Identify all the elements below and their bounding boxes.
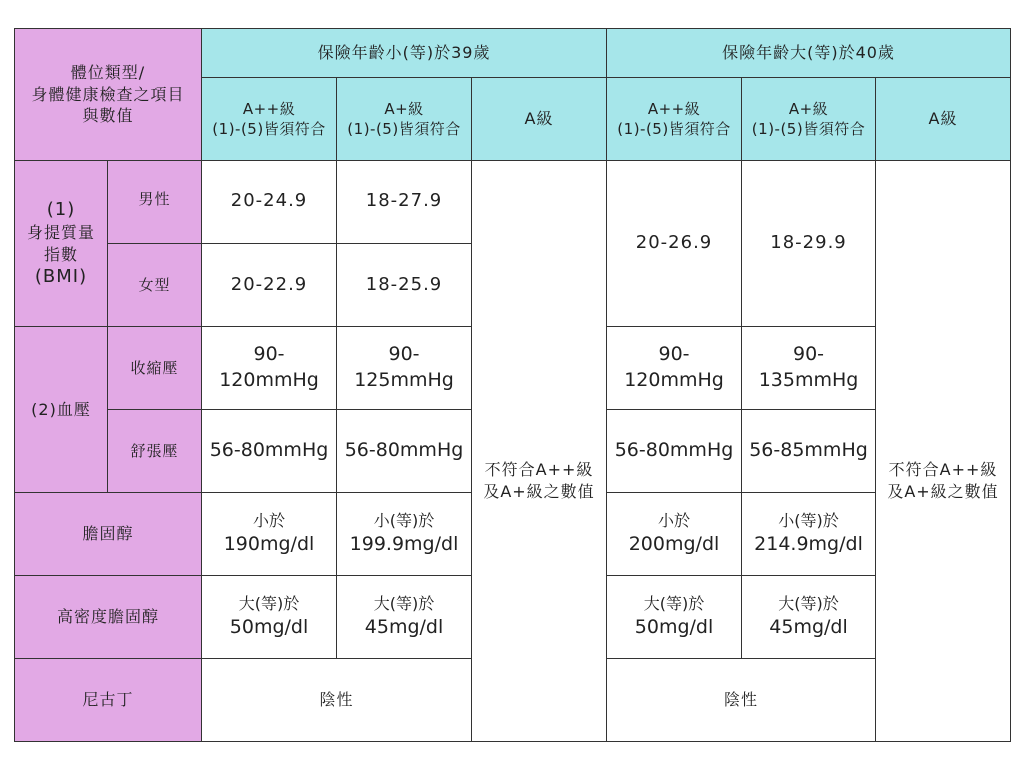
value-line: 50mg/dl — [634, 615, 714, 638]
bmi-label-line: 身提質量 — [26, 222, 95, 242]
value-line: 90- — [658, 343, 690, 366]
value-line: 大(等)於 — [373, 594, 435, 614]
bp-dia-ap-over: 56-85mmHg — [742, 410, 876, 493]
value-line: 90- — [388, 343, 420, 366]
value-line: 90- — [253, 343, 285, 366]
value-line: 125mmHg — [354, 369, 454, 391]
nicotine-over: 陰性 — [607, 659, 876, 742]
bmi-female-app-under: 20-22.9 — [202, 244, 337, 327]
hdl-label: 高密度膽固醇 — [15, 576, 202, 659]
chol-ap-over — [742, 493, 876, 576]
value-line: 199.9mg/dl — [349, 532, 459, 555]
bp-dia-app-under: 56-80mmHg — [202, 410, 337, 493]
value-line: 45mg/dl — [364, 615, 444, 638]
value-line: 120mmHg — [219, 369, 319, 391]
value-line: 45mg/dl — [769, 615, 848, 638]
chol-app-under — [202, 493, 337, 576]
col-header-a-over: A級 — [876, 78, 1011, 161]
chol-app-over — [607, 493, 742, 576]
value-line: 135mmHg — [758, 369, 859, 391]
chol-ap-under — [337, 493, 472, 576]
hdl-ap-over — [742, 576, 876, 659]
bmi-ap-over: 18-29.9 — [742, 161, 876, 327]
grade-rule: (1)-(5)皆須符合 — [212, 120, 326, 138]
value-line: 小(等)於 — [778, 511, 839, 531]
value-line: 小(等)於 — [373, 511, 435, 531]
a-grade-note-over — [876, 161, 1011, 742]
nicotine-label: 尼古丁 — [15, 659, 202, 742]
grade-name: A++級 — [647, 99, 701, 118]
col-header-ap-under — [337, 78, 472, 161]
value-line: 90- — [792, 343, 825, 366]
bp-diastolic-label: 舒張壓 — [108, 410, 202, 493]
category-header-line2: 身體健康檢查之項目與數值 — [31, 84, 185, 126]
a-grade-note-under — [472, 161, 607, 742]
bp-label: (2)血壓 — [15, 327, 108, 493]
bp-dia-ap-under: 56-80mmHg — [337, 410, 472, 493]
col-header-ap-over — [742, 78, 876, 161]
group-header-under-39: 保險年齡小(等)於39歲 — [202, 29, 607, 78]
bmi-male-label: 男性 — [108, 161, 202, 244]
value-line: 50mg/dl — [229, 615, 309, 638]
grade-name: A+級 — [788, 99, 829, 118]
bmi-label-line: (BMI) — [34, 266, 88, 288]
hdl-app-over — [607, 576, 742, 659]
health-criteria-table — [14, 28, 1011, 742]
bp-systolic-label: 收縮壓 — [108, 327, 202, 410]
value-line: 200mg/dl — [628, 532, 720, 555]
grade-name: A++級 — [242, 99, 296, 118]
group-header-over-40: 保險年齡大(等)於40歲 — [607, 29, 1011, 78]
a-grade-note-line: 及A+級之數值 — [483, 482, 595, 501]
hdl-app-under — [202, 576, 337, 659]
bmi-female-label: 女型 — [108, 244, 202, 327]
bp-sys-app-over — [607, 327, 742, 410]
value-line: 大(等)於 — [778, 594, 839, 614]
category-header-line1: 體位類型/ — [70, 63, 146, 83]
value-line: 214.9mg/dl — [754, 532, 863, 555]
category-header — [15, 29, 202, 161]
value-line: 小於 — [253, 511, 286, 531]
grade-rule: (1)-(5)皆須符合 — [751, 120, 866, 138]
value-line: 190mg/dl — [223, 532, 315, 555]
grade-rule: (1)-(5)皆須符合 — [347, 120, 461, 138]
cholesterol-label: 膽固醇 — [15, 493, 202, 576]
a-grade-note-line: 不符合A++級 — [484, 460, 594, 480]
col-header-app-over — [607, 78, 742, 161]
bmi-label-line: 指數 — [43, 244, 78, 264]
bmi-male-ap-under: 18-27.9 — [337, 161, 472, 244]
value-line: 120mmHg — [624, 369, 724, 391]
value-line: 大(等)於 — [238, 594, 300, 614]
bp-dia-app-over: 56-80mmHg — [607, 410, 742, 493]
bmi-app-over: 20-26.9 — [607, 161, 742, 327]
nicotine-under: 陰性 — [202, 659, 472, 742]
hdl-ap-under — [337, 576, 472, 659]
bp-sys-ap-over — [742, 327, 876, 410]
bp-sys-app-under — [202, 327, 337, 410]
col-header-a-under: A級 — [472, 78, 607, 161]
grade-rule: (1)-(5)皆須符合 — [617, 120, 731, 138]
bp-sys-ap-under — [337, 327, 472, 410]
value-line: 小於 — [658, 511, 691, 531]
grade-name: A+級 — [384, 99, 424, 118]
col-header-app-under — [202, 78, 337, 161]
a-grade-note-line: 及A+級之數值 — [887, 482, 999, 501]
bmi-female-ap-under: 18-25.9 — [337, 244, 472, 327]
value-line: 大(等)於 — [643, 594, 705, 614]
bmi-label — [15, 161, 108, 327]
a-grade-note-line: 不符合A++級 — [888, 460, 998, 480]
bmi-label-line: (1) — [46, 198, 76, 220]
bmi-male-app-under: 20-24.9 — [202, 161, 337, 244]
